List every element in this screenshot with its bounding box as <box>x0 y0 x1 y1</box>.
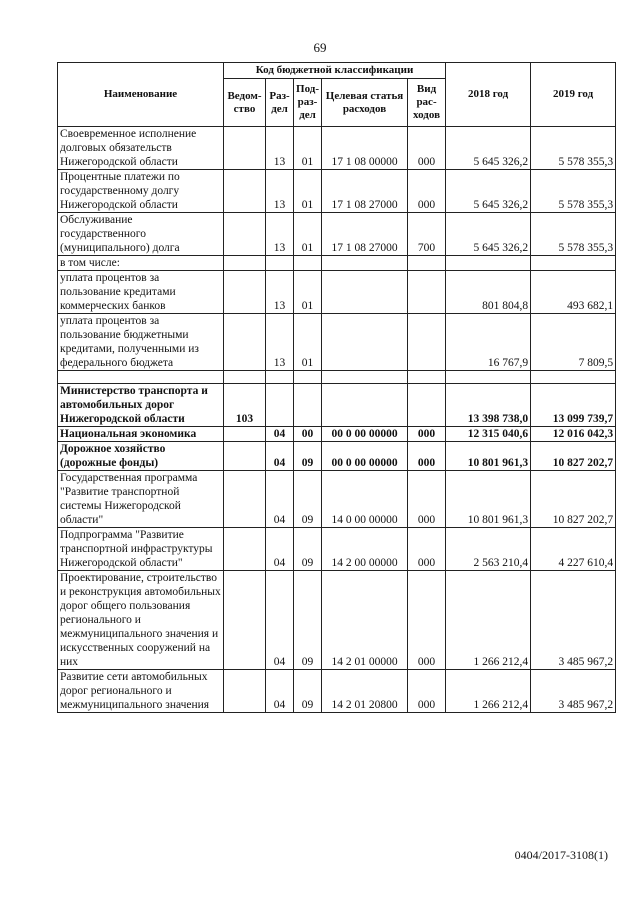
budget-table <box>57 62 616 713</box>
cell-type: 000 <box>408 127 446 170</box>
cell-y2019: 13 099 739,7 <box>531 384 616 427</box>
cell-y2018: 13 398 738,0 <box>446 384 531 427</box>
cell-sec: 04 <box>266 442 294 471</box>
cell-name: Своевременное исполнение долговых обязательств Нижегородской области <box>58 127 224 170</box>
cell-name: Развитие сети автомобильных дорог регионального и межмуниципального значения <box>58 670 224 713</box>
header-classification: Код бюджетной классификации <box>224 63 446 79</box>
cell-name: Обслуживание государственного (муниципального) долга <box>58 213 224 256</box>
cell-y2018: 5 645 326,2 <box>446 127 531 170</box>
header-section: Раз-дел <box>266 79 294 127</box>
table-row <box>58 271 616 314</box>
header-name: Наименование <box>58 63 224 127</box>
document-code: 0404/2017-3108(1) <box>514 848 608 862</box>
table-row <box>58 528 616 571</box>
cell-sec: 13 <box>266 271 294 314</box>
cell-dept <box>224 670 266 713</box>
header-subsection: Под-раз-дел <box>294 79 322 127</box>
cell-sub: 01 <box>294 271 322 314</box>
cell-name: Государственная программа "Развитие транспортной системы Нижегородской области" <box>58 471 224 528</box>
cell-sec: 13 <box>266 170 294 213</box>
cell-target: 17 1 08 00000 <box>322 127 408 170</box>
cell-type <box>408 314 446 371</box>
cell-sec <box>266 256 294 271</box>
cell-sec: 04 <box>266 670 294 713</box>
cell-y2019: 5 578 355,3 <box>531 213 616 256</box>
cell-name: Национальная экономика <box>58 427 224 442</box>
cell-sec <box>266 384 294 427</box>
cell-dept <box>224 271 266 314</box>
empty-cell <box>446 371 531 384</box>
cell-y2019: 5 578 355,3 <box>531 170 616 213</box>
table-row <box>58 427 616 442</box>
cell-name: уплата процентов за пользование кредитами коммерческих банков <box>58 271 224 314</box>
cell-type <box>408 256 446 271</box>
cell-target: 14 2 00 00000 <box>322 528 408 571</box>
table-row <box>58 571 616 670</box>
cell-dept <box>224 127 266 170</box>
cell-y2019: 493 682,1 <box>531 271 616 314</box>
cell-y2018: 16 767,9 <box>446 314 531 371</box>
cell-name: Проектирование, строительство и реконструкция автомобильных дорог общего пользования регионального и межмуниципального значения и искусственных сооружений на них <box>58 571 224 670</box>
cell-type: 000 <box>408 528 446 571</box>
cell-type <box>408 384 446 427</box>
page-number: 69 <box>313 40 327 55</box>
cell-dept <box>224 314 266 371</box>
table-row <box>58 670 616 713</box>
cell-sub: 01 <box>294 314 322 371</box>
spacer-row <box>58 371 616 384</box>
cell-dept <box>224 571 266 670</box>
cell-target: 14 2 01 00000 <box>322 571 408 670</box>
cell-target: 17 1 08 27000 <box>322 170 408 213</box>
cell-dept <box>224 256 266 271</box>
table-row <box>58 471 616 528</box>
cell-y2019: 4 227 610,4 <box>531 528 616 571</box>
cell-y2019: 5 578 355,3 <box>531 127 616 170</box>
cell-y2018: 5 645 326,2 <box>446 213 531 256</box>
cell-sec: 04 <box>266 427 294 442</box>
cell-y2018: 2 563 210,4 <box>446 528 531 571</box>
cell-dept <box>224 471 266 528</box>
header-year-2018: 2018 год <box>446 63 531 127</box>
cell-y2019: 3 485 967,2 <box>531 571 616 670</box>
cell-target: 14 2 01 20800 <box>322 670 408 713</box>
cell-sub: 01 <box>294 127 322 170</box>
header-expense-type: Вид рас-ходов <box>408 79 446 127</box>
empty-cell <box>531 371 616 384</box>
cell-y2018 <box>446 256 531 271</box>
cell-sec: 04 <box>266 528 294 571</box>
cell-dept: 103 <box>224 384 266 427</box>
cell-type: 000 <box>408 170 446 213</box>
cell-name: Процентные платежи по государственному долгу Нижегородской области <box>58 170 224 213</box>
header-year-2019: 2019 год <box>531 63 616 127</box>
cell-sub: 01 <box>294 213 322 256</box>
cell-target <box>322 271 408 314</box>
cell-target <box>322 256 408 271</box>
budget-table-body <box>58 127 616 713</box>
cell-y2019: 10 827 202,7 <box>531 442 616 471</box>
header-department: Ведом-ство <box>224 79 266 127</box>
header-target-item: Целевая статья расходов <box>322 79 408 127</box>
cell-name: уплата процентов за пользование бюджетными кредитами, полученными из федерального бюджета <box>58 314 224 371</box>
cell-dept <box>224 442 266 471</box>
cell-y2018: 12 315 040,6 <box>446 427 531 442</box>
cell-name: в том числе: <box>58 256 224 271</box>
table-row <box>58 170 616 213</box>
cell-sec: 04 <box>266 571 294 670</box>
empty-cell <box>294 371 322 384</box>
cell-y2018: 10 801 961,3 <box>446 442 531 471</box>
cell-y2019: 7 809,5 <box>531 314 616 371</box>
cell-sub <box>294 384 322 427</box>
cell-type: 000 <box>408 571 446 670</box>
cell-target: 00 0 00 00000 <box>322 427 408 442</box>
cell-y2019 <box>531 256 616 271</box>
table-row <box>58 314 616 371</box>
cell-type: 000 <box>408 471 446 528</box>
cell-target: 17 1 08 27000 <box>322 213 408 256</box>
table-row <box>58 256 616 271</box>
cell-sec: 13 <box>266 213 294 256</box>
cell-dept <box>224 528 266 571</box>
cell-name: Подпрограмма "Развитие транспортной инфраструктуры Нижегородской области" <box>58 528 224 571</box>
empty-cell <box>322 371 408 384</box>
cell-dept <box>224 170 266 213</box>
cell-y2019: 10 827 202,7 <box>531 471 616 528</box>
cell-sub: 00 <box>294 427 322 442</box>
cell-type <box>408 271 446 314</box>
cell-y2019: 3 485 967,2 <box>531 670 616 713</box>
cell-sub: 09 <box>294 442 322 471</box>
cell-y2018: 5 645 326,2 <box>446 170 531 213</box>
cell-sec: 13 <box>266 127 294 170</box>
table-row <box>58 442 616 471</box>
cell-sub: 09 <box>294 670 322 713</box>
cell-sub: 09 <box>294 571 322 670</box>
empty-cell <box>224 371 266 384</box>
cell-y2018: 1 266 212,4 <box>446 571 531 670</box>
cell-sub: 09 <box>294 528 322 571</box>
cell-y2018: 1 266 212,4 <box>446 670 531 713</box>
cell-y2018: 10 801 961,3 <box>446 471 531 528</box>
empty-cell <box>266 371 294 384</box>
cell-type: 000 <box>408 670 446 713</box>
cell-target <box>322 384 408 427</box>
empty-cell <box>58 371 224 384</box>
cell-y2019: 12 016 042,3 <box>531 427 616 442</box>
cell-sub: 09 <box>294 471 322 528</box>
cell-y2018: 801 804,8 <box>446 271 531 314</box>
cell-dept <box>224 427 266 442</box>
cell-target: 00 0 00 00000 <box>322 442 408 471</box>
table-row <box>58 213 616 256</box>
cell-name: Дорожное хозяйство (дорожные фонды) <box>58 442 224 471</box>
empty-cell <box>408 371 446 384</box>
cell-sec: 13 <box>266 314 294 371</box>
cell-dept <box>224 213 266 256</box>
cell-type: 000 <box>408 427 446 442</box>
table-row <box>58 384 616 427</box>
table-row <box>58 127 616 170</box>
cell-target: 14 0 00 00000 <box>322 471 408 528</box>
cell-sub <box>294 256 322 271</box>
cell-type: 700 <box>408 213 446 256</box>
cell-target <box>322 314 408 371</box>
cell-name: Министерство транспорта и автомобильных дорог Нижегородской области <box>58 384 224 427</box>
cell-sub: 01 <box>294 170 322 213</box>
cell-sec: 04 <box>266 471 294 528</box>
cell-type: 000 <box>408 442 446 471</box>
